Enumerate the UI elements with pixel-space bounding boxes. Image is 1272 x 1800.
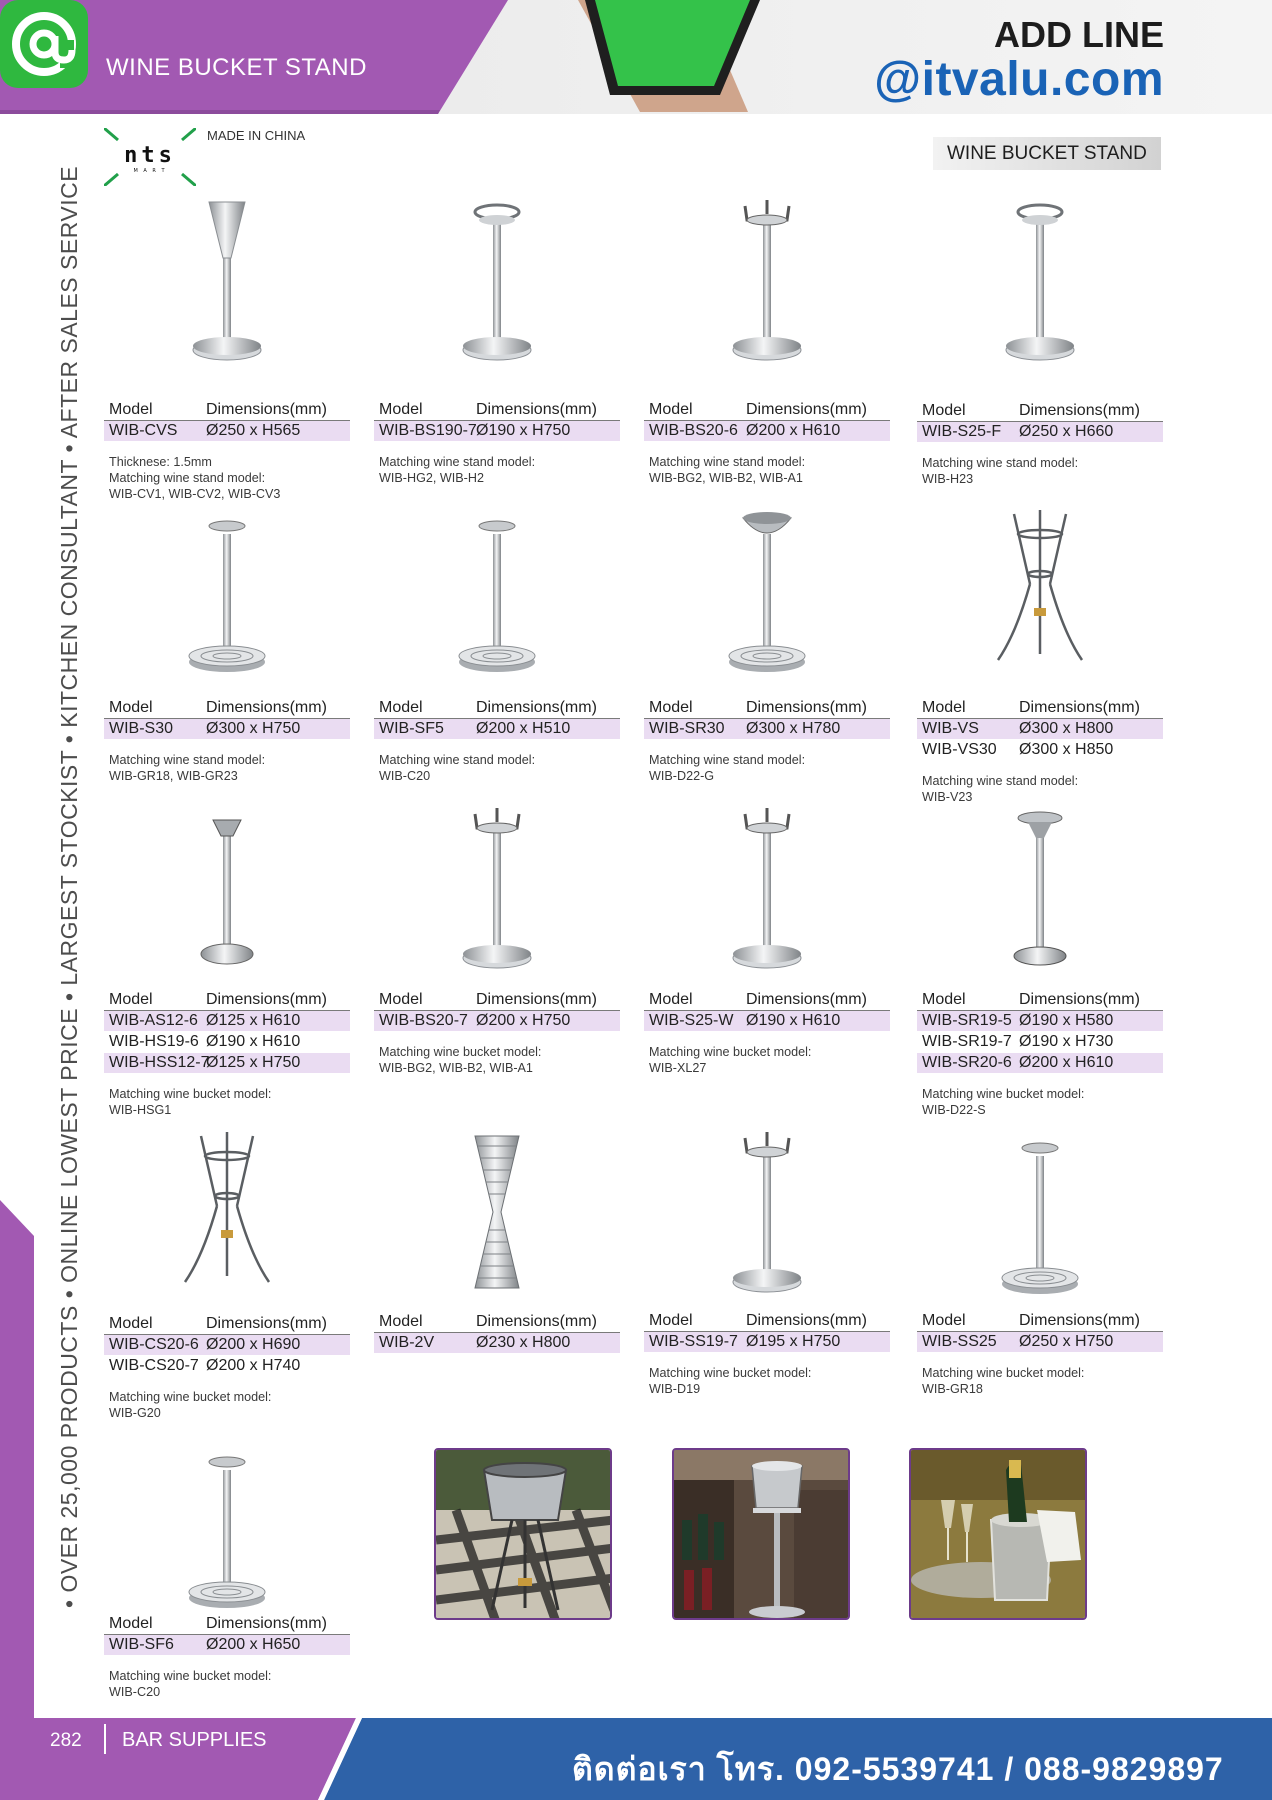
spec-row [104, 1356, 350, 1376]
matching-note [922, 1365, 1162, 1397]
bucket-in-bar-photo [672, 1448, 850, 1620]
model-number: WIB-SF6 [109, 1636, 174, 1653]
note-line: WIB-C20 [109, 1685, 161, 1699]
spec-header [104, 1614, 350, 1635]
dimension-value: Ø200 x H510 [476, 720, 571, 737]
spec-row [644, 421, 890, 441]
matching-note [649, 1044, 889, 1076]
model-number: WIB-BS190-7 [379, 422, 477, 439]
spec-row [644, 1011, 890, 1031]
cradle-stand-icon [644, 1126, 890, 1311]
model-number: WIB-SR19-5 [922, 1012, 1012, 1029]
spec-row [374, 719, 620, 739]
model-number: WIB-VS [922, 720, 979, 737]
note-line: WIB-C20 [379, 769, 431, 783]
model-number: WIB-SF5 [379, 720, 444, 737]
spec-row [374, 1011, 620, 1031]
model-column-label: Model [922, 1312, 966, 1329]
spec-header [374, 1312, 620, 1333]
model-number: WIB-S25-F [922, 423, 1002, 440]
model-number: WIB-SR20-6 [922, 1054, 1012, 1071]
note-line: WIB-HSG1 [109, 1103, 172, 1117]
spec-row [104, 1053, 350, 1073]
model-column-label: Model [109, 991, 153, 1008]
pedestal-stand-icon [917, 1126, 1163, 1311]
champagne-in-bucket-photo [909, 1448, 1087, 1620]
note-line: Matching wine bucket model: [109, 1087, 272, 1101]
model-number: WIB-2V [379, 1334, 435, 1351]
note-line: WIB-D22-G [649, 769, 715, 783]
matching-note [109, 1668, 349, 1700]
cradle-stand-icon [374, 802, 620, 987]
note-line: Matching wine bucket model: [649, 1045, 812, 1059]
cradle-stand-icon [644, 802, 890, 987]
funnel-stand-icon [104, 194, 350, 379]
side-slogans: • OVER 25,000 PRODUCTS • ONLINE LOWEST PRICE • LARGEST STOCKIST • KITCHEN CONSULTANT • AFTER SALES SERVICE [56, 165, 82, 1608]
model-number: WIB-SS25 [922, 1333, 997, 1350]
dimension-value: Ø195 x H750 [746, 1333, 841, 1350]
model-number: WIB-VS30 [922, 741, 997, 758]
contact-phone[interactable]: ติดต่อเรา โทร. 092-5539741 / 088-9829897 [572, 1751, 1224, 1787]
note-line: WIB-G20 [109, 1406, 161, 1420]
note-line: WIB-HG2, WIB-H2 [379, 471, 484, 485]
hourglass-stand-icon [374, 1126, 620, 1311]
note-line: Matching wine stand model: [922, 774, 1079, 788]
dimension-value: Ø250 x H750 [1019, 1333, 1114, 1350]
dimensions-column-label: Dimensions(mm) [476, 699, 597, 716]
dimensions-column-label: Dimensions(mm) [1019, 991, 1140, 1008]
dimensions-column-label: Dimensions(mm) [746, 991, 867, 1008]
dimensions-column-label: Dimensions(mm) [206, 1615, 327, 1632]
svg-text:M A R T: M A R T [133, 168, 167, 174]
dimension-value: Ø190 x H610 [206, 1033, 301, 1050]
note-line: WIB-GR18 [922, 1382, 983, 1396]
note-line: Thicknese: 1.5mm [109, 455, 212, 469]
spec-header [644, 400, 890, 421]
matching-note [109, 1086, 349, 1118]
dimension-value: Ø250 x H565 [206, 422, 301, 439]
matching-note [379, 752, 619, 784]
model-number: WIB-SR30 [649, 720, 725, 737]
dimension-value: Ø250 x H660 [1019, 423, 1114, 440]
note-line: WIB-BG2, WIB-B2, WIB-A1 [649, 471, 803, 485]
dimensions-column-label: Dimensions(mm) [1019, 1312, 1140, 1329]
model-column-label: Model [922, 402, 966, 419]
note-line: WIB-BG2, WIB-B2, WIB-A1 [379, 1061, 533, 1075]
matching-note [922, 455, 1162, 487]
model-column-label: Model [649, 401, 693, 418]
note-line: Matching wine stand model: [379, 753, 536, 767]
dimension-value: Ø200 x H650 [206, 1636, 301, 1653]
dimensions-column-label: Dimensions(mm) [476, 1313, 597, 1330]
matching-note [379, 1044, 619, 1076]
model-number: WIB-BS20-6 [649, 422, 738, 439]
matching-note [109, 752, 349, 784]
note-line: Matching wine bucket model: [922, 1366, 1085, 1380]
note-line: Matching wine bucket model: [109, 1669, 272, 1683]
model-number: WIB-CVS [109, 422, 178, 439]
dimension-value: Ø200 x H610 [746, 422, 841, 439]
note-line: WIB-D19 [649, 1382, 701, 1396]
model-column-label: Model [109, 401, 153, 418]
model-column-label: Model [649, 699, 693, 716]
spec-header [104, 990, 350, 1011]
tray-stand-icon [917, 802, 1163, 987]
page-number: 282 [50, 1730, 82, 1751]
add-line-label: ADD LINE [994, 14, 1164, 55]
dimensions-column-label: Dimensions(mm) [206, 991, 327, 1008]
dimensions-column-label: Dimensions(mm) [746, 401, 867, 418]
svg-text:nts: nts [124, 143, 176, 168]
spec-row [104, 421, 350, 441]
at-sign-icon [0, 0, 88, 88]
model-number: WIB-SS19-7 [649, 1333, 738, 1350]
wire-stand-icon [104, 1126, 350, 1311]
model-column-label: Model [109, 699, 153, 716]
spec-header [374, 990, 620, 1011]
spec-header [644, 698, 890, 719]
dimension-value: Ø300 x H780 [746, 720, 841, 737]
model-column-label: Model [379, 991, 423, 1008]
model-column-label: Model [922, 699, 966, 716]
spec-header [374, 400, 620, 421]
dimension-value: Ø200 x H610 [1019, 1054, 1114, 1071]
spec-row [917, 1332, 1163, 1352]
matching-note [922, 1086, 1162, 1118]
spec-row [644, 719, 890, 739]
dimensions-column-label: Dimensions(mm) [1019, 699, 1140, 716]
page-title: WINE BUCKET STAND [106, 54, 367, 81]
model-number: WIB-CS20-7 [109, 1357, 199, 1374]
model-number: WIB-S25-W [649, 1012, 734, 1029]
spec-row [917, 719, 1163, 739]
cradle-stand-icon [644, 194, 890, 379]
matching-note [649, 752, 889, 784]
dimension-value: Ø125 x H610 [206, 1012, 301, 1029]
dimensions-column-label: Dimensions(mm) [746, 1312, 867, 1329]
spec-header [917, 1311, 1163, 1332]
model-column-label: Model [379, 1313, 423, 1330]
ring-stand-icon [917, 194, 1163, 379]
dimension-value: Ø190 x H730 [1019, 1033, 1114, 1050]
spec-row [104, 1011, 350, 1031]
matching-note [109, 1389, 349, 1421]
spec-row [917, 1011, 1163, 1031]
spec-row [917, 1032, 1163, 1052]
dimensions-column-label: Dimensions(mm) [206, 1315, 327, 1332]
spec-header [374, 698, 620, 719]
spec-header [644, 990, 890, 1011]
dimension-value: Ø200 x H690 [206, 1336, 301, 1353]
note-line: WIB-GR18, WIB-GR23 [109, 769, 238, 783]
dimensions-column-label: Dimensions(mm) [206, 401, 327, 418]
model-column-label: Model [922, 991, 966, 1008]
model-column-label: Model [379, 401, 423, 418]
spec-header [917, 401, 1163, 422]
note-line: Matching wine stand model: [649, 753, 806, 767]
spec-header [917, 698, 1163, 719]
spec-row [917, 740, 1163, 760]
line-id[interactable]: @itvalu.com [874, 53, 1164, 106]
bucket-on-patio-photo [434, 1448, 612, 1620]
note-line: WIB-H23 [922, 472, 974, 486]
spec-header [104, 1314, 350, 1335]
category-label: BAR SUPPLIES [122, 1729, 267, 1751]
dimension-value: Ø300 x H850 [1019, 741, 1114, 758]
dimensions-column-label: Dimensions(mm) [476, 991, 597, 1008]
dimension-value: Ø190 x H610 [746, 1012, 841, 1029]
note-line: Matching wine bucket model: [109, 1390, 272, 1404]
spec-row [917, 1053, 1163, 1073]
note-line: Matching wine bucket model: [649, 1366, 812, 1380]
dimension-value: Ø200 x H750 [476, 1012, 571, 1029]
note-line: Matching wine bucket model: [379, 1045, 542, 1059]
spec-row [374, 421, 620, 441]
made-in-label: MADE IN CHINA [207, 128, 306, 143]
dimensions-column-label: Dimensions(mm) [1019, 402, 1140, 419]
model-column-label: Model [649, 1312, 693, 1329]
matching-note [649, 454, 889, 486]
dimensions-column-label: Dimensions(mm) [206, 699, 327, 716]
model-number: WIB-AS12-6 [109, 1012, 198, 1029]
bowl-stand-icon [644, 504, 890, 689]
matching-note [922, 773, 1162, 805]
note-line: Matching wine bucket model: [922, 1087, 1085, 1101]
side-purple-band [0, 1200, 34, 1720]
note-line: WIB-V23 [922, 790, 973, 804]
wire-stand-icon [917, 504, 1163, 689]
spec-row [104, 1635, 350, 1655]
nts-logo [104, 128, 196, 186]
dimension-value: Ø190 x H750 [476, 422, 571, 439]
pedestal-stand-icon [104, 504, 350, 689]
model-number: WIB-HS19-6 [109, 1033, 199, 1050]
model-number: WIB-HSS12-7 [109, 1054, 210, 1071]
spec-row [104, 719, 350, 739]
matching-note [379, 454, 619, 486]
note-line: WIB-D22-S [922, 1103, 986, 1117]
section-tag: WINE BUCKET STAND [933, 137, 1161, 170]
note-line: WIB-CV1, WIB-CV2, WIB-CV3 [109, 487, 281, 501]
model-column-label: Model [109, 1315, 153, 1332]
note-line: Matching wine stand model: [379, 455, 536, 469]
dimension-value: Ø300 x H750 [206, 720, 301, 737]
spec-row [644, 1332, 890, 1352]
note-line: Matching wine stand model: [922, 456, 1079, 470]
model-column-label: Model [649, 991, 693, 1008]
note-line: Matching wine stand model: [109, 471, 266, 485]
note-line: Matching wine stand model: [649, 455, 806, 469]
dimensions-column-label: Dimensions(mm) [476, 401, 597, 418]
header-banner [0, 0, 1272, 114]
dimension-value: Ø200 x H740 [206, 1357, 301, 1374]
model-number: WIB-SR19-7 [922, 1033, 1012, 1050]
dimension-value: Ø190 x H580 [1019, 1012, 1114, 1029]
model-number: WIB-BS20-7 [379, 1012, 468, 1029]
note-line: Matching wine stand model: [109, 753, 266, 767]
matching-note [109, 454, 349, 502]
pedestal-stand-icon [374, 504, 620, 689]
spec-header [644, 1311, 890, 1332]
spec-row [917, 422, 1163, 442]
spec-row [104, 1032, 350, 1052]
model-number: WIB-CS20-6 [109, 1336, 199, 1353]
ring-stand-icon [374, 194, 620, 379]
dimension-value: Ø230 x H800 [476, 1334, 571, 1351]
spec-header [104, 698, 350, 719]
footer-divider [104, 1724, 106, 1754]
model-column-label: Model [379, 699, 423, 716]
dimension-value: Ø125 x H750 [206, 1054, 301, 1071]
cup-stand-icon [104, 802, 350, 987]
model-number: WIB-S30 [109, 720, 174, 737]
spec-header [104, 400, 350, 421]
matching-note [649, 1365, 889, 1397]
pedestal-stand-icon [104, 1440, 350, 1625]
note-line: WIB-XL27 [649, 1061, 707, 1075]
dimensions-column-label: Dimensions(mm) [746, 699, 867, 716]
model-column-label: Model [109, 1615, 153, 1632]
spec-header [917, 990, 1163, 1011]
spec-row [374, 1333, 620, 1353]
spec-row [104, 1335, 350, 1355]
dimension-value: Ø300 x H800 [1019, 720, 1114, 737]
